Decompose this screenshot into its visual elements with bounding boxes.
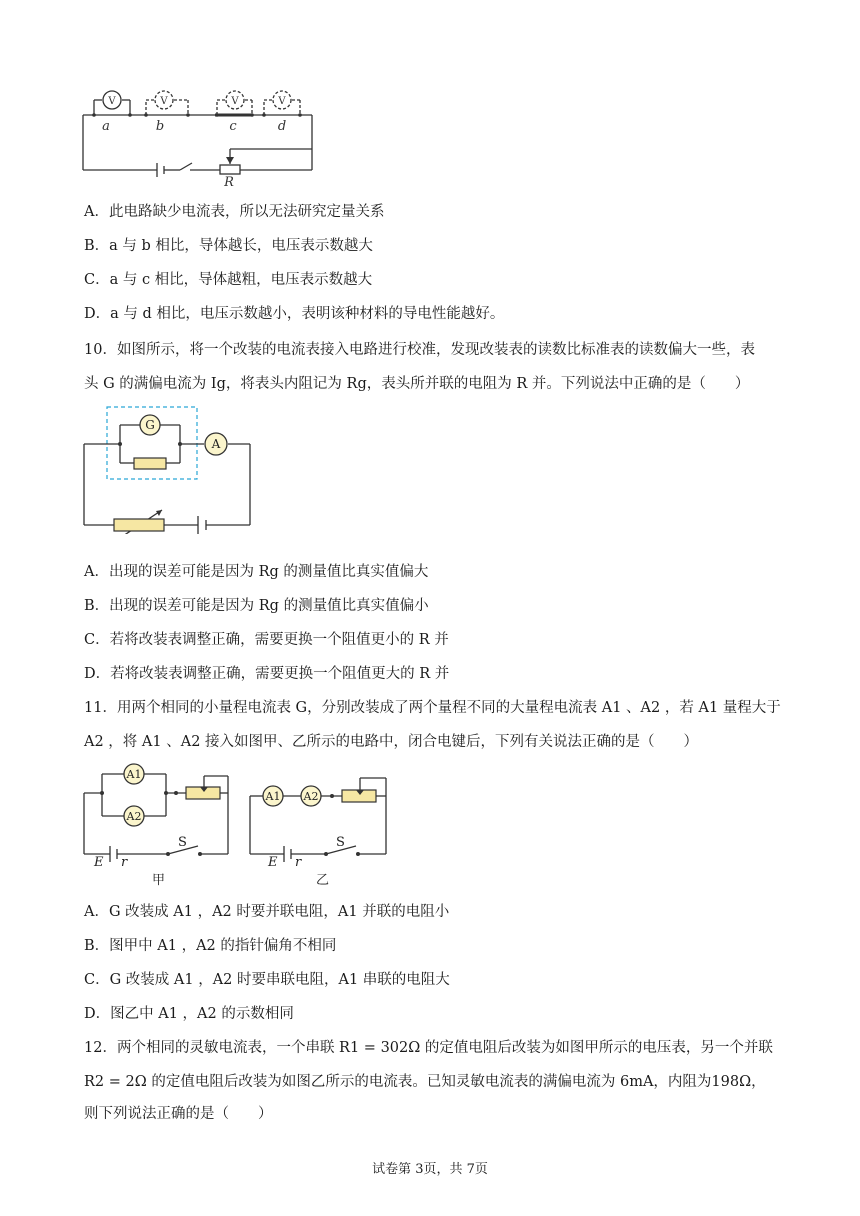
wire-label-a: a [102, 119, 110, 134]
q10-option-c: C．若将改装表调整正确，需要更换一个阻值更小的 R 并 [84, 632, 449, 648]
internal-resistance-label: r [121, 855, 128, 870]
page-footer: 试卷第 3页，共 7页 [372, 1162, 488, 1177]
figure-caption: 甲 [152, 873, 166, 888]
rheostat-label: R [224, 175, 234, 188]
q9-option-c: C．a 与 c 相比，导体越粗，电压表示数越大 [84, 272, 373, 288]
switch-label: S [336, 835, 345, 850]
q11-option-a: A．G 改装成 A1 ，A2 时要并联电阻，A1 并联的电阻小 [84, 904, 450, 920]
q12-stem-line2: R2 = 2Ω 的定值电阻后改装为如图乙所示的电流表。已知灵敏电流表的满偏电流为 6mA，内阻为198Ω， [84, 1074, 766, 1090]
q12-stem-line3: 则下列说法正确的是（ ） [84, 1106, 273, 1122]
q11-option-b: B．图甲中 A1 ，A2 的指针偏角不相同 [84, 938, 337, 954]
q10-option-b: B．出现的误差可能是因为 Rg 的测量值比真实值偏小 [84, 598, 429, 614]
q11-stem-line2: A2 ，将 A1 、A2 接入如图甲、乙所示的电路中，闭合电键后，下列有关说法正确的是（ ） [84, 734, 699, 750]
q9-option-a: A．此电路缺少电流表，所以无法研究定量关系 [84, 204, 385, 220]
q11-stem-line1: 11．用两个相同的小量程电流表 G，分别改装成了两个量程不同的大量程电流表 A1 、A2 ，若 A1 量程大于 [84, 700, 781, 716]
switch-label: S [178, 835, 187, 850]
internal-resistance-label: r [295, 855, 302, 870]
ammeter-label: A2 [126, 810, 142, 823]
circuit-figure-jia [80, 760, 240, 888]
q11-option-c: C．G 改装成 A1 ，A2 时要串联电阻，A1 串联的电阻大 [84, 972, 450, 988]
ammeter-label: A2 [303, 790, 319, 803]
emf-label: E [268, 855, 278, 870]
galvanometer-label: G [145, 418, 155, 432]
q10-stem-line2: 头 G 的满偏电流为 Ig，将表头内阻记为 Rg，表头所并联的电阻为 R 并。下列说法中正确的是（ ） [84, 376, 750, 392]
wire-label-c: c [229, 119, 237, 134]
circuit-figure-wires [80, 84, 320, 188]
q9-option-d: D．a 与 d 相比，电压示数越小，表明该种材料的导电性能越好。 [84, 306, 505, 322]
voltmeter-label: V [108, 96, 116, 107]
ammeter-label: A1 [126, 768, 142, 781]
voltmeter-label: V [160, 96, 168, 107]
emf-label: E [94, 855, 104, 870]
wire-label-b: b [155, 119, 165, 134]
q9-option-b: B．a 与 b 相比，导体越长，电压表示数越大 [84, 238, 373, 254]
figure-caption: 乙 [316, 873, 330, 888]
q10-option-a: A．出现的误差可能是因为 Rg 的测量值比真实值偏大 [84, 564, 429, 580]
q10-option-d: D．若将改装表调整正确，需要更换一个阻值更大的 R 并 [84, 666, 450, 682]
wire-label-d: d [277, 119, 287, 134]
circuit-figure-calibration [80, 404, 260, 534]
ammeter-label: A [211, 437, 221, 451]
circuit-figure-yi [244, 760, 404, 888]
ammeter-label: A1 [265, 790, 281, 803]
q11-option-d: D．图乙中 A1 ，A2 的示数相同 [84, 1006, 294, 1022]
voltmeter-label: V [278, 96, 286, 107]
q10-stem-line1: 10．如图所示，将一个改装的电流表接入电路进行校准，发现改装表的读数比标准表的读数偏大一些，表 [84, 342, 755, 358]
q12-stem-line1: 12．两个相同的灵敏电流表，一个串联 R1 = 302Ω 的定值电阻后改装为如图甲所示的电压表，另一个并联 [84, 1040, 773, 1056]
voltmeter-label: V [231, 96, 239, 107]
